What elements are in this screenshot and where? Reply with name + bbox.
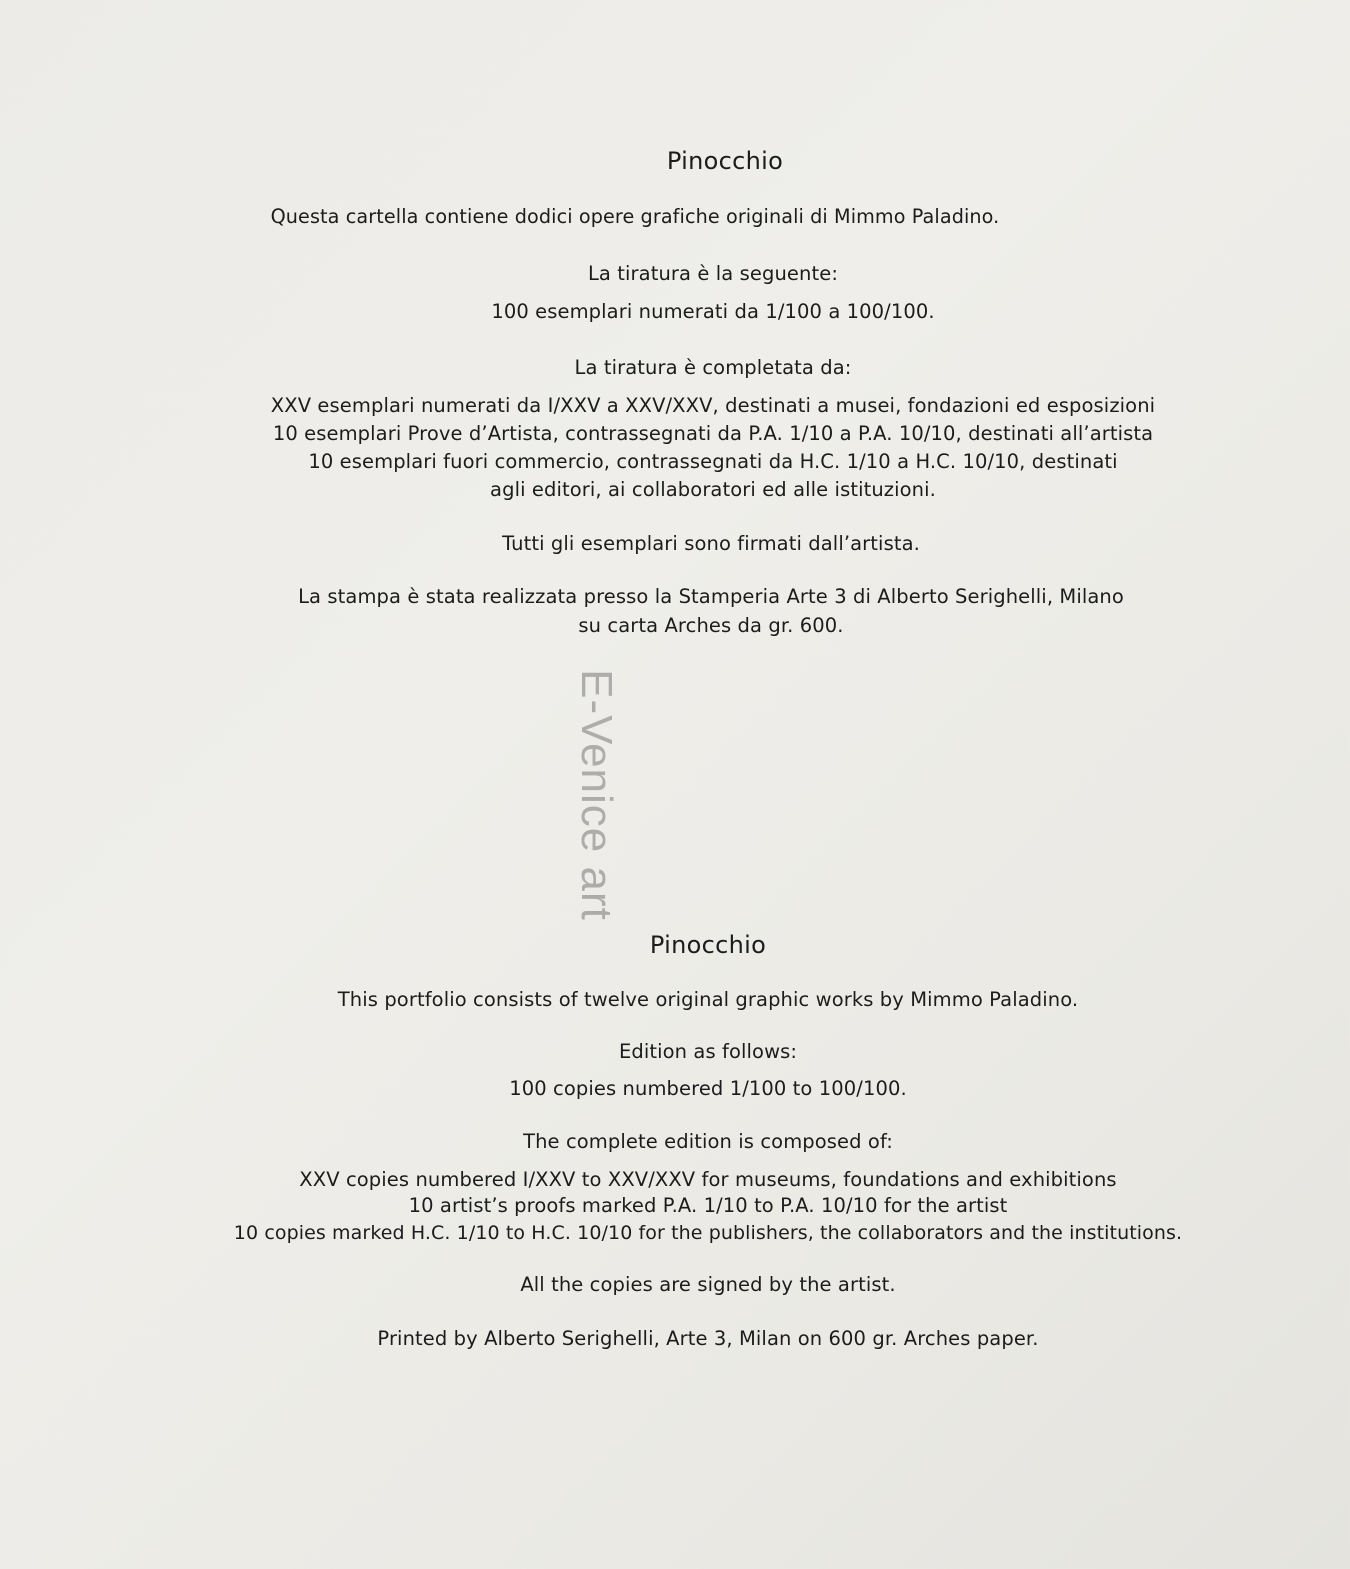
watermark: E-Venice art — [572, 669, 621, 921]
italian-completed-heading: La tiratura è completata da: — [574, 356, 852, 379]
italian-printing-line: La stampa è stata realizzata presso la Stamperia Arte 3 di Alberto Serighelli, Milano — [298, 585, 1124, 608]
italian-signed: Tutti gli esemplari sono firmati dall’artista. — [502, 532, 920, 555]
english-printing: Printed by Alberto Serighelli, Arte 3, Milan on 600 gr. Arches paper. — [377, 1327, 1039, 1350]
italian-edition-line: 100 esemplari numerati da 1/100 a 100/100. — [491, 300, 935, 323]
italian-completed-line: XXV esemplari numerati da I/XXV a XXV/XXV, destinati a musei, fondazioni ed esposizioni — [270, 394, 1156, 417]
italian-edition-heading: La tiratura è la seguente: — [587, 262, 839, 285]
english-intro: This portfolio consists of twelve original graphic works by Mimmo Paladino. — [337, 988, 1079, 1011]
english-completed-line: XXV copies numbered I/XXV to XXV/XXV for museums, foundations and exhibitions — [299, 1168, 1117, 1191]
english-signed: All the copies are signed by the artist. — [520, 1273, 896, 1296]
english-title: Pinocchio — [649, 931, 767, 959]
english-edition-heading: Edition as follows: — [618, 1040, 798, 1063]
english-completed-line: 10 artist’s proofs marked P.A. 1/10 to P.A. 10/10 for the artist — [408, 1194, 1008, 1217]
english-edition-line: 100 copies numbered 1/100 to 100/100. — [509, 1077, 907, 1100]
english-completed-line: 10 copies marked H.C. 1/10 to H.C. 10/10 for the publishers, the collaborators and the institutions. — [233, 1222, 1183, 1244]
italian-completed-line: 10 esemplari fuori commercio, contrassegnati da H.C. 1/10 a H.C. 10/10, destinati — [308, 450, 1118, 473]
italian-title: Pinocchio — [666, 147, 784, 175]
italian-completed-line: 10 esemplari Prove d’Artista, contrassegnati da P.A. 1/10 a P.A. 10/10, destinati all’artista — [272, 422, 1154, 445]
italian-intro: Questa cartella contiene dodici opere grafiche originali di Mimmo Paladino. — [270, 205, 1000, 228]
italian-completed-line: agli editori, ai collaboratori ed alle istituzioni. — [490, 478, 936, 501]
english-completed-heading: The complete edition is composed of: — [523, 1130, 893, 1153]
italian-printing-line: su carta Arches da gr. 600. — [578, 614, 844, 637]
